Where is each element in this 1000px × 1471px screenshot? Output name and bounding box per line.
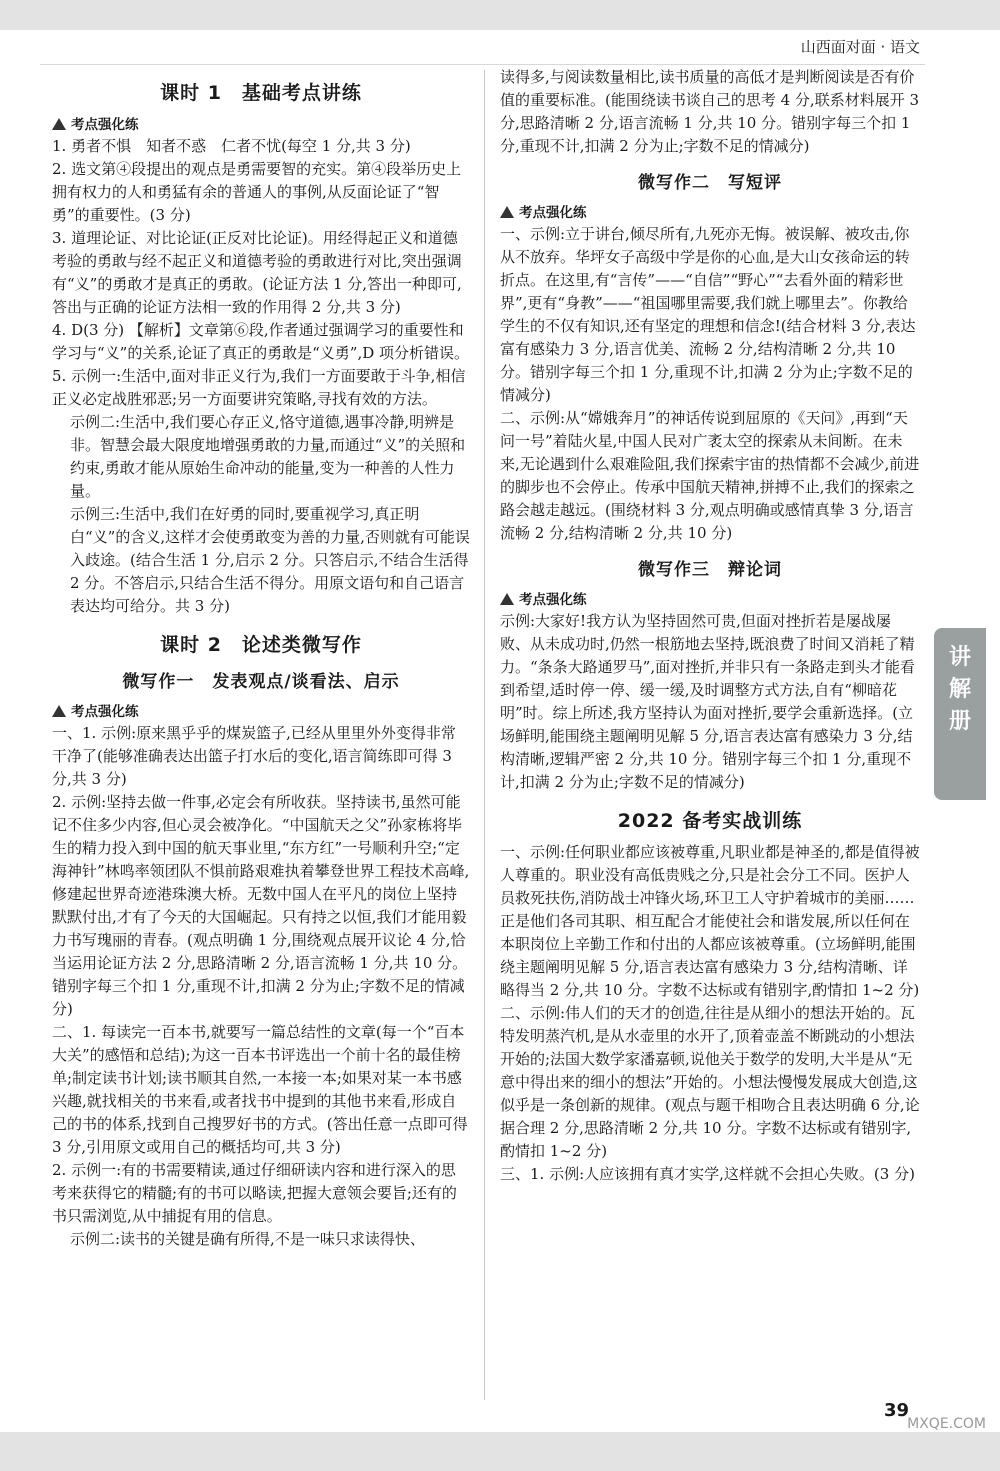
answer-item: 一、1. 示例:原来黑乎乎的煤炭篮子,已经从里里外外变得非常干净了(能够准确表达出篮子打水后的变化,语言简练即可得 3 分,共 3 分) bbox=[52, 724, 456, 788]
answer-item: 一、示例:立于讲台,倾尽所有,九死亦无悔。被误解、被攻击,你从不放弃。华坪女子高级中学是你的心血,是大山女孩命运的转折点。在这里,有“言传”——“自信”“野心”“去看外面的精彩世界”,更有“身教”——“祖国哪里需要,我们就上哪里去”。你教给学生的不仅有知识,还有坚定的理想和信念!(结合材料 3 分,表达富有感染力 3 分,语言优美、流畅 2 分,结构清晰 2 分,共 10 分。错别字每三个扣 1 分,重现不计,扣满 2 分为止;字数不足的情减分) bbox=[500, 225, 916, 404]
lesson1-title: 课时 1 基础考点讲练 bbox=[160, 82, 362, 104]
section-label: 考点强化练 bbox=[52, 700, 470, 720]
answer-item: 二、1. 每读完一百本书,就要写一篇总结性的文章(每一个“百本大关”的感悟和总结);为这一百本书评选出一个前十名的最佳榜单;制定读书计划;读书顺其自然,一本接一本;如果对某一本书感兴趣,就找相关的书来看,或者找书中提到的其他书来看,形成自己的书的体系,找到自己搜罗好书的方式。(答出任意一点即可得 3 分,引用原文或用自己的概括均可,共 3 分) bbox=[52, 1023, 468, 1156]
section-label: 考点强化练 bbox=[500, 201, 920, 221]
triangle-icon bbox=[52, 118, 66, 130]
bottom-band bbox=[0, 1432, 1000, 1471]
answer-item: 2. 选文第④段提出的观点是勇需要智的充实。第④段举历史上拥有权力的人和勇猛有余的普通人的事例,从反面论证了“智勇”的重要性。(3 分) bbox=[52, 160, 462, 224]
running-header: 山西面对面 · 语文 bbox=[800, 38, 920, 56]
header-rule bbox=[40, 64, 925, 65]
answer-item: 2. 示例一:有的书需要精读,通过仔细研读内容和进行深入的思考来获得它的精髓;有的书可以略读,把握大意领会要旨;还有的书只需浏览,从中捕捉有用的信息。 bbox=[52, 1161, 457, 1225]
answer-item: 读得多,与阅读数量相比,读书质量的高低才是判断阅读是否有价值的重要标准。(能围绕读书谈自己的思考 4 分,联系材料展开 3 分,思路清晰 2 分,语言流畅 1 分,共 10 分。错别字每三个扣 1 分,重现不计,扣满 2 分为止;字数不足的情减分) bbox=[500, 68, 920, 155]
side-tab-label: 讲 解 册 bbox=[948, 645, 971, 734]
answer-item: 二、示例:伟人们的天才的创造,往往是从细小的想法开始的。瓦特发明蒸汽机,是从水壶里的水开了,顶着壶盖不断跳动的小想法开始的;法国大数学家潘嘉顿,说他关于数学的发明,大半是从“无意中得出来的细小的想法”开始的。小想法慢慢发展成大创造,这似乎是一条创新的规律。(观点与题干相吻合且表达明确 6 分,论据合理 2 分,思路清晰 2 分,共 10 分。字数不达标或有错别字,酌情扣 1~2 分) bbox=[500, 1004, 920, 1160]
answer-item: 示例二:生活中,我们要心存正义,恪守道德,遇事冷静,明辨是非。智慧会最大限度地增强勇敢的力量,而通过“义”的关照和约束,勇敢才能从原始生命冲动的能量,变为一种善的人性力量。 bbox=[70, 413, 466, 500]
answer-item: 5. 示例一:生活中,面对非正义行为,我们一方面要敢于斗争,相信正义必定战胜邪恶;另一方面要讲究策略,寻找有效的方法。 bbox=[52, 367, 466, 408]
answer-item: 示例:大家好!我方认为坚持固然可贵,但面对挫折若是屡战屡败、从未成功时,仍然一根筋地去坚持,既浪费了时间又消耗了精力。“条条大路通罗马”,面对挫折,并非只有一条路走到头才能看到希望,适时停一停、缓一缓,及时调整方式方法,自有“柳暗花明”时。综上所述,我方坚持认为面对挫折,要学会重新选择。(立场鲜明,能围绕主题阐明见解 5 分,语言表达富有感染力 3 分,结构清晰,逻辑严密 2 分,共 10 分。错别字每三个扣 1 分,重现不计,扣满 2 分为止;字数不足的情减分) bbox=[500, 612, 915, 791]
practice-2022-title: 2022 备考实战训练 bbox=[617, 810, 803, 832]
triangle-icon bbox=[500, 593, 514, 605]
answer-item: 1. 勇者不惧 知者不惑 仁者不忧(每空 1 分,共 3 分) bbox=[52, 137, 411, 155]
column-divider bbox=[484, 70, 485, 1400]
triangle-icon bbox=[52, 705, 66, 717]
micro-writing-3-title: 微写作三 辩论词 bbox=[638, 560, 782, 580]
micro-writing-2-title: 微写作二 写短评 bbox=[638, 173, 782, 193]
left-column bbox=[52, 66, 470, 1251]
triangle-icon bbox=[500, 206, 514, 218]
micro-writing-1-title: 微写作一 发表观点/谈看法、启示 bbox=[122, 672, 400, 692]
answer-item: 一、示例:任何职业都应该被尊重,凡职业都是神圣的,都是值得被人尊重的。职业没有高低贵贱之分,只是社会分工不同。医护人员救死扶伤,消防战士冲锋火场,环卫工人守护着城市的美丽……正是他们各司其职、相互配合才能使社会和谐发展,所以任何在本职岗位上辛勤工作和付出的人都应该被尊重。(立场鲜明,能围绕主题阐明见解 5 分,语言表达富有感染力 3 分,结构清晰、详略得当 2 分,共 10 分。字数不达标或有错别字,酌情扣 1~2 分) bbox=[500, 843, 920, 999]
watermark: MXQE.COM bbox=[907, 1416, 986, 1432]
lesson2-title: 课时 2 论述类微写作 bbox=[160, 634, 362, 656]
right-column bbox=[500, 66, 920, 1186]
answer-item: 示例二:读书的关键是确有所得,不是一味只求读得快、 bbox=[70, 1230, 425, 1248]
answer-item: 二、示例:从“嫦娥奔月”的神话传说到屈原的《天问》,再到“天问一号”着陆火星,中国人民对广袤太空的探索从未间断。在未来,无论遇到什么艰难险阻,我们探索宇宙的热情都不会减少,前进的脚步也不会停止。传承中国航天精神,拼搏不止,我们的探索之路会越走越远。(围绕材料 3 分,观点明确或感情真挚 3 分,语言流畅 2 分,结构清晰 2 分,共 10 分) bbox=[500, 409, 920, 542]
section-label: 考点强化练 bbox=[500, 588, 920, 608]
answer-item: 2. 示例:坚持去做一件事,必定会有所收获。坚持读书,虽然可能记不住多少内容,但心灵会被净化。“中国航天之父”孙家栋将毕生的精力投入到中国的航天事业里,“东方红”一号顺利升空;“定海神针”林鸣率领团队不惧前路艰难执着攀登世界工程技术高峰,修建起世界奇迹港珠澳大桥。无数中国人在平凡的岗位上坚持默默付出,才有了今天的大国崛起。只有持之以恒,我们才能用毅力书写瑰丽的青春。(观点明确 1 分,围绕观点展开议论 4 分,恰当运用论证方法 2 分,思路清晰 2 分,语言流畅 1 分,共 10 分。错别字每三个扣 1 分,重现不计,扣满 2 分为止;字数不足的情减分) bbox=[52, 793, 470, 1018]
section-side-tab bbox=[934, 628, 986, 800]
page-number: 39 bbox=[884, 1400, 910, 1421]
answer-item: 4. D(3 分) 【解析】文章第⑥段,作者通过强调学习的重要性和学习与“义”的关系,论证了真正的勇敢是“义勇”,D 项分析错误。 bbox=[52, 321, 470, 362]
answer-item: 示例三:生活中,我们在好勇的同时,要重视学习,真正明白“义”的含义,这样才会使勇敢变为善的力量,否则就有可能误入歧途。(结合生活 1 分,启示 2 分。只答启示,不结合生活得 2 分。不答启示,只结合生活不得分。用原文语句和自己语言表达均可给分。共 3 分) bbox=[70, 505, 470, 615]
answer-item: 3. 道理论证、对比论证(正反对比论证)。用经得起正义和道德考验的勇敢与经不起正义和道德考验的勇敢进行对比,突出强调有“义”的勇敢才是真正的勇敢。(论证方法 1 分,答出一种即可,答出与正确的论证方法相一致的作用得 2 分,共 3 分) bbox=[52, 229, 462, 316]
answer-item: 三、1. 示例:人应该拥有真才实学,这样就不会担心失败。(3 分) bbox=[500, 1165, 915, 1183]
section-label: 考点强化练 bbox=[52, 113, 470, 133]
top-band bbox=[0, 0, 1000, 30]
